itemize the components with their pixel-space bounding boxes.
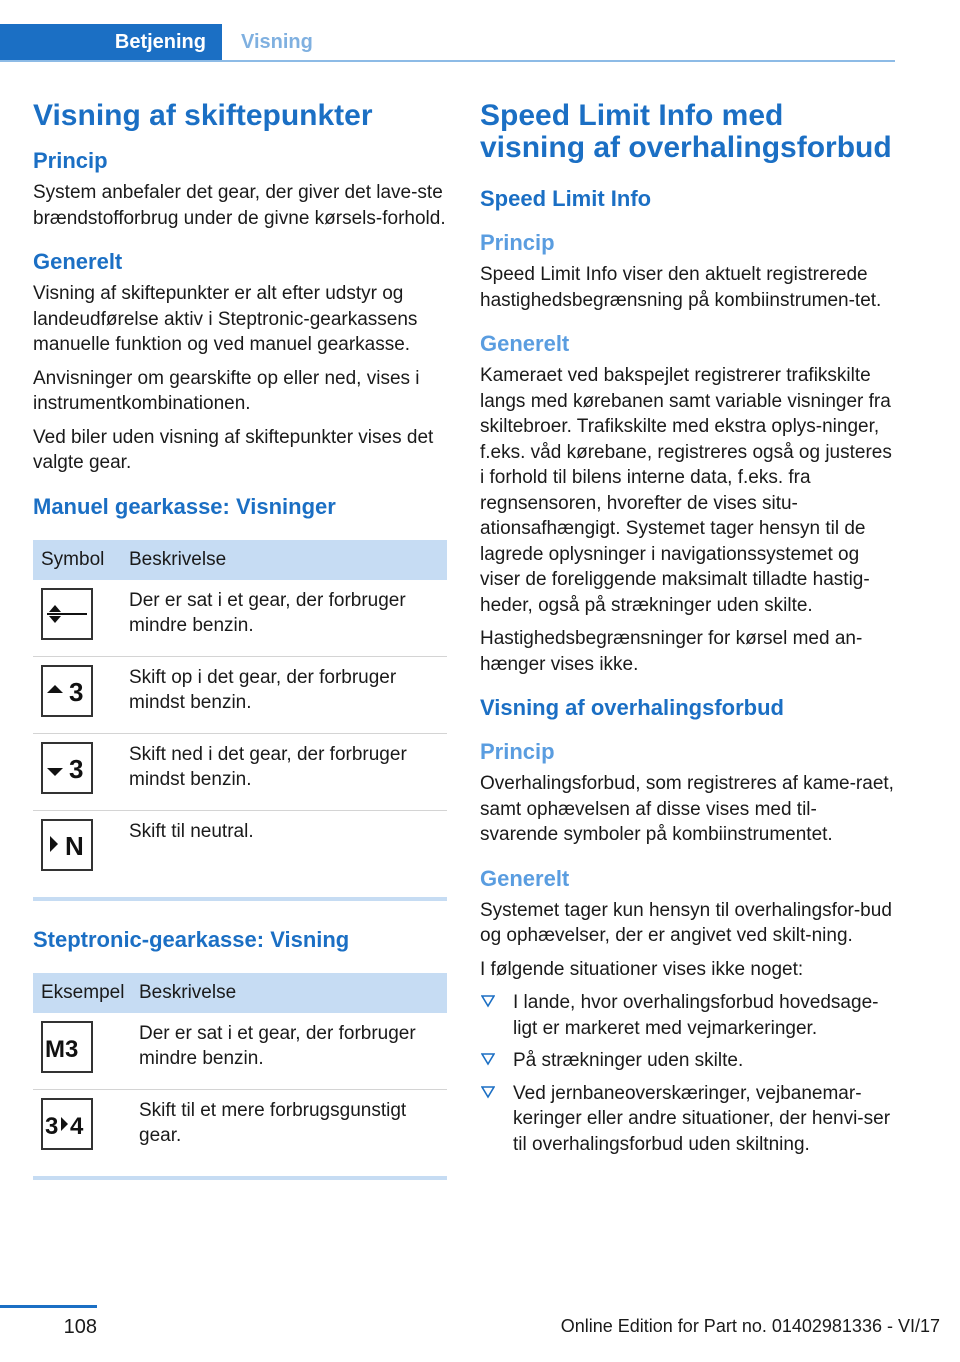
gear-digit: 3 [69,753,84,783]
table-header-description: Beskrivelse [121,540,447,580]
heading-general: Generelt [480,331,570,356]
list-item [480,1048,895,1074]
heading-general: Generelt [33,249,123,274]
table-header-row [33,540,447,580]
table-end-rule [33,1176,447,1180]
table-header-description: Beskrivelse [131,973,447,1013]
principle-text: Speed Limit Info viser den aktuelt registrerede hastighedsbegrænsning på kombiinstrumen-tet. [480,264,882,311]
page-title-shift-points: Visning af skiftepunkter [33,99,373,132]
gear-label: M3 [45,1035,79,1062]
shift-down-3-icon [41,742,93,794]
shift-arrows-icon [41,588,93,640]
table-row [33,1089,447,1166]
triangle-bullet-icon [481,994,495,1008]
general-paragraph: Systemet tager kun hensyn til overhalingsfor-bud og ophævelser, der er angivet ved skilt-ning. [480,899,892,946]
general-paragraph: I følgende situationer vises ikke noget: [480,958,804,980]
general-paragraph: Kameraet ved bakspejlet registrerer trafikskilte langs med kørebanen samt variable visninger fra skiltebroer. Trafikskilte med ekstra oplys-ninger, f.eks. våd kørebane, registreres også og justeres i forhold til bilens interne data, f.eks. fra regnsensoren, hvorefter de vises situ-ationsafhængigt. Systemet tager hensyn til de lagrede oplysninger i navigationssystemet og viser de foreliggende maksimalt tilladte hastig-heder, også på strækninger uden skilte. [480,365,892,616]
table-row [33,1013,447,1090]
table-row [33,580,447,657]
list-item [480,1081,895,1158]
gear-digit: 4 [70,1112,84,1139]
triangle-bullet-icon [481,1085,495,1099]
list-item-text: Ved jernbaneoverskæringer, vejbanemar-keringer eller andre situationer, der henvi-ser til overhalingsforbud uden skiltning. [513,1082,891,1155]
heading-principle: Princip [480,230,555,255]
heading-steptronic-gearbox: Steptronic-gearkasse: Visning [33,926,350,952]
left-column [33,100,447,1180]
list-item-text: På strækninger uden skilte. [513,1050,744,1071]
steptronic-gearbox-table [33,973,447,1166]
general-paragraph: Visning af skiftepunkter er alt efter udstyr og landeudførelse aktiv i Steptronic-gearkassens manuelle funktion og ved manuel gearkasse. [33,283,418,355]
table-header-example: Eksempel [33,973,131,1013]
row-description: Skift til neutral. [129,820,254,842]
row-description: Skift ned i det gear, der forbruger mindst benzin. [121,733,447,810]
list-item [480,990,895,1041]
section-tab-label: Visning [241,30,313,53]
heading-principle: Princip [33,148,108,173]
manual-gearbox-table [33,540,447,887]
row-description: Der er sat i et gear, der forbruger mindre benzin. [121,580,447,657]
table-row [33,733,447,810]
situation-list [480,990,895,1157]
list-item-text: I lande, hvor overhalingsforbud hovedsage-ligt er markeret med vejmarkeringer. [513,992,879,1039]
general-paragraph: Ved biler uden visning af skiftepunkter vises det valgte gear. [33,426,434,473]
triangle-bullet-icon [481,1052,495,1066]
gear-digit: 3 [45,1112,59,1139]
general-paragraph: Anvisninger om gearskifte op eller ned, vises i instrumentkombinationen. [33,367,420,414]
section-tab-betjening [0,24,222,60]
table-end-rule [33,897,447,901]
footer-divider [0,1305,97,1308]
gear-m3-icon [41,1021,93,1073]
heading-general: Generelt [480,865,570,891]
heading-overtaking-ban: Visning af overhalingsforbud [480,695,784,720]
table-row [33,810,447,887]
heading-speed-limit-info: Speed Limit Info [480,186,652,211]
page-number: 108 [63,1316,97,1338]
gear-3-to-4-icon [41,1098,93,1150]
section-tab-visning [222,24,313,60]
section-tab-label: Betjening [114,30,206,53]
gear-letter: N [65,830,84,860]
edition-note: Online Edition for Part no. 01402981336 - VI/17 [560,1316,940,1336]
table-row [33,656,447,733]
header-divider [0,60,895,62]
general-paragraph: Hastighedsbegrænsninger for kørsel med an-hænger vises ikke. [480,628,863,675]
principle-text: Overhalingsforbud, som registreres af kame-raet, samt ophævelsen af disse vises med til-svarende symboler på kombiinstrumentet. [480,773,894,845]
gear-digit: 3 [69,676,84,706]
row-description: Skift op i det gear, der forbruger mindst benzin. [121,656,447,733]
row-description: Der er sat i et gear, der forbruger mindre benzin. [131,1013,447,1090]
table-header-row [33,973,447,1013]
shift-up-3-icon [41,665,93,717]
table-header-symbol: Symbol [33,540,121,580]
heading-principle: Princip [480,739,555,764]
page-title-speed-limit-info: Speed Limit Info med visning af overhalingsforbud [480,99,892,164]
principle-text: System anbefaler det gear, der giver det lave-ste brændstofforbrug under de givne kørsels-forhold. [33,182,446,229]
right-column [480,100,895,1164]
heading-manual-gearbox: Manuel gearkasse: Visninger [33,493,336,519]
row-description: Skift til et mere forbrugsgunstigt gear. [139,1099,407,1146]
shift-neutral-icon [41,819,93,871]
page-header [0,24,895,62]
